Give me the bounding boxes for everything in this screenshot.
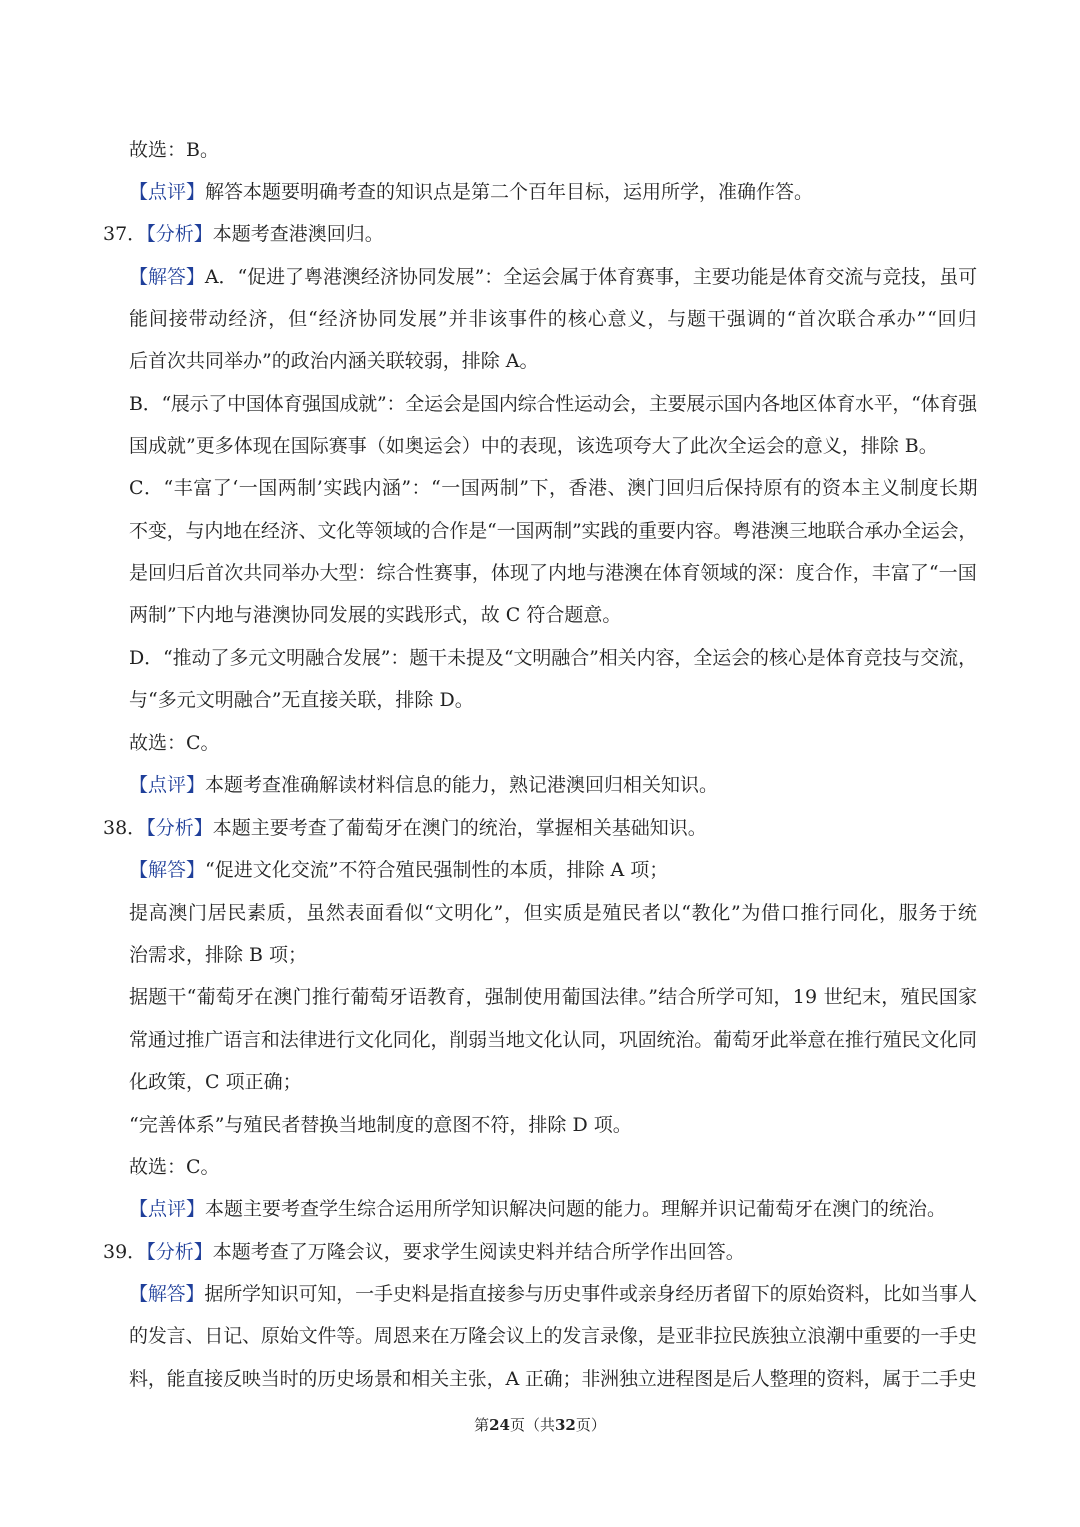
question-number: 37．	[103, 223, 147, 245]
text-line	[129, 858, 668, 882]
text-line	[103, 222, 384, 246]
line-text: 故选：C。	[129, 1156, 220, 1178]
question-number: 39．	[103, 1241, 147, 1263]
text-line	[129, 307, 977, 331]
section-tag: 【解答】	[129, 859, 206, 881]
line-text: 据所学知识可知，一手史料是指直接参与历史事件或亲身经历者留下的原始资料，比如当事人	[204, 1283, 977, 1305]
footer-middle: 页（共	[509, 1416, 555, 1434]
section-tag: 【分析】	[146, 1241, 213, 1263]
line-text: 故选：B。	[129, 139, 219, 161]
text-line	[129, 349, 538, 373]
line-text: “促进文化交流”不符合殖民强制性的本质，排除 A 项；	[205, 859, 669, 881]
text-line	[129, 392, 977, 416]
text-line	[129, 476, 978, 500]
line-text: 化政策，C 项正确；	[129, 1071, 302, 1093]
text-line	[129, 561, 977, 585]
text-line	[129, 901, 978, 925]
section-tag: 【点评】	[129, 181, 206, 203]
text-line	[129, 180, 813, 204]
text-line	[129, 265, 977, 289]
line-text: 不变，与内地在经济、文化等领域的合作是“一国两制”实践的重要内容。粤港澳三地联合承办全运会，	[129, 520, 978, 542]
question-number: 38．	[103, 817, 147, 839]
text-line	[129, 985, 977, 1009]
line-text: 本题考查了万隆会议，要求学生阅读史料并结合所学作出回答。	[212, 1241, 745, 1263]
text-line	[129, 603, 621, 627]
text-line	[129, 138, 219, 162]
text-line	[129, 1155, 220, 1179]
footer-suffix: 页）	[575, 1416, 606, 1434]
line-text: D．“推动了多元文明融合发展”：题干未提及“文明融合”相关内容，全运会的核心是体育竞技与交流，	[129, 647, 978, 669]
text-line	[103, 816, 707, 840]
current-page-number: 24	[489, 1416, 510, 1434]
line-text: “完善体系”与殖民者替换当地制度的意图不符，排除 D 项。	[129, 1114, 632, 1136]
line-text: 本题考查准确解读材料信息的能力，熟记港澳回归相关知识。	[205, 774, 719, 796]
line-text: 提高澳门居民素质，虽然表面看似“文明化”，但实质是殖民者以“教化”为借口推行同化，服务于统	[129, 902, 978, 924]
text-line	[129, 1367, 977, 1391]
text-line	[129, 1028, 977, 1052]
text-line	[129, 519, 977, 543]
total-page-count: 32	[555, 1416, 576, 1434]
line-text: A．“促进了粤港澳经济协同发展”：全运会属于体育赛事，主要功能是体育交流与竞技，虽可	[204, 266, 978, 288]
section-tag: 【解答】	[129, 1283, 205, 1305]
line-text: 料，能直接反映当时的历史场景和相关主张，A 正确；非洲独立进程图是后人整理的资料，属于二手史	[129, 1368, 977, 1390]
text-line	[129, 773, 718, 797]
line-text: 解答本题要明确考查的知识点是第二个百年目标，运用所学，准确作答。	[205, 181, 814, 203]
line-text: B．“展示了中国体育强国成就”：全运会是国内综合性运动会，主要展示国内各地区体育水平，“体育强	[129, 393, 977, 415]
text-line	[129, 1324, 977, 1348]
section-tag: 【分析】	[146, 223, 213, 245]
text-line	[129, 434, 938, 458]
section-tag: 【点评】	[129, 1198, 206, 1220]
line-text: 本题考查港澳回归。	[212, 223, 384, 245]
text-line	[129, 688, 474, 712]
line-text: 与“多元文明融合”无直接关联，排除 D。	[129, 689, 474, 711]
line-text: 本题主要考查学生综合运用所学知识解决问题的能力。理解并识记葡萄牙在澳门的统治。	[205, 1198, 947, 1220]
text-line	[129, 731, 220, 755]
line-text: 后首次共同举办”的政治内涵关联较弱，排除 A。	[129, 350, 539, 372]
line-text: 国成就”更多体现在国际赛事（如奥运会）中的表现，该选项夸大了此次全运会的意义，排除 B。	[129, 435, 938, 457]
section-tag: 【解答】	[129, 266, 205, 288]
line-text: 故选：C。	[129, 732, 220, 754]
text-line	[129, 1282, 977, 1306]
text-line	[103, 1240, 745, 1264]
line-text: 本题主要考查了葡萄牙在澳门的统治，掌握相关基础知识。	[212, 817, 707, 839]
line-text: 治需求，排除 B 项；	[129, 944, 308, 966]
text-line	[129, 1197, 946, 1221]
footer-prefix: 第	[474, 1416, 490, 1434]
line-text: 常通过推广语言和法律进行文化同化，削弱当地文化认同，巩固统治。葡萄牙此举意在推行殖民文化同	[129, 1029, 977, 1051]
line-text: 两制”下内地与港澳协同发展的实践形式，故 C 符合题意。	[129, 604, 622, 626]
page-footer	[0, 1414, 1080, 1436]
line-text: 的发言、日记、原始文件等。周恩来在万隆会议上的发言录像，是亚非拉民族独立浪潮中重要的一手史	[129, 1325, 977, 1347]
section-tag: 【分析】	[146, 817, 213, 839]
section-tag: 【点评】	[129, 774, 206, 796]
line-text: 能间接带动经济，但“经济协同发展”并非该事件的核心意义，与题干强调的“首次联合承办”“回归	[129, 308, 978, 330]
text-line	[129, 1070, 302, 1094]
text-line	[129, 646, 977, 670]
line-text: 是回归后首次共同举办大型：综合性赛事，体现了内地与港澳在体育领域的深：度合作，丰富了“一国	[129, 562, 977, 584]
text-line	[129, 1113, 632, 1137]
line-text: 据题干“葡萄牙在澳门推行葡萄牙语教育，强制使用葡国法律。”结合所学可知，19 世纪末，殖民国家	[129, 986, 978, 1008]
text-line	[129, 943, 307, 967]
line-text: C．“丰富了‘一国两制’实践内涵”：“一国两制”下，香港、澳门回归后保持原有的资本主义制度长期	[129, 477, 978, 499]
